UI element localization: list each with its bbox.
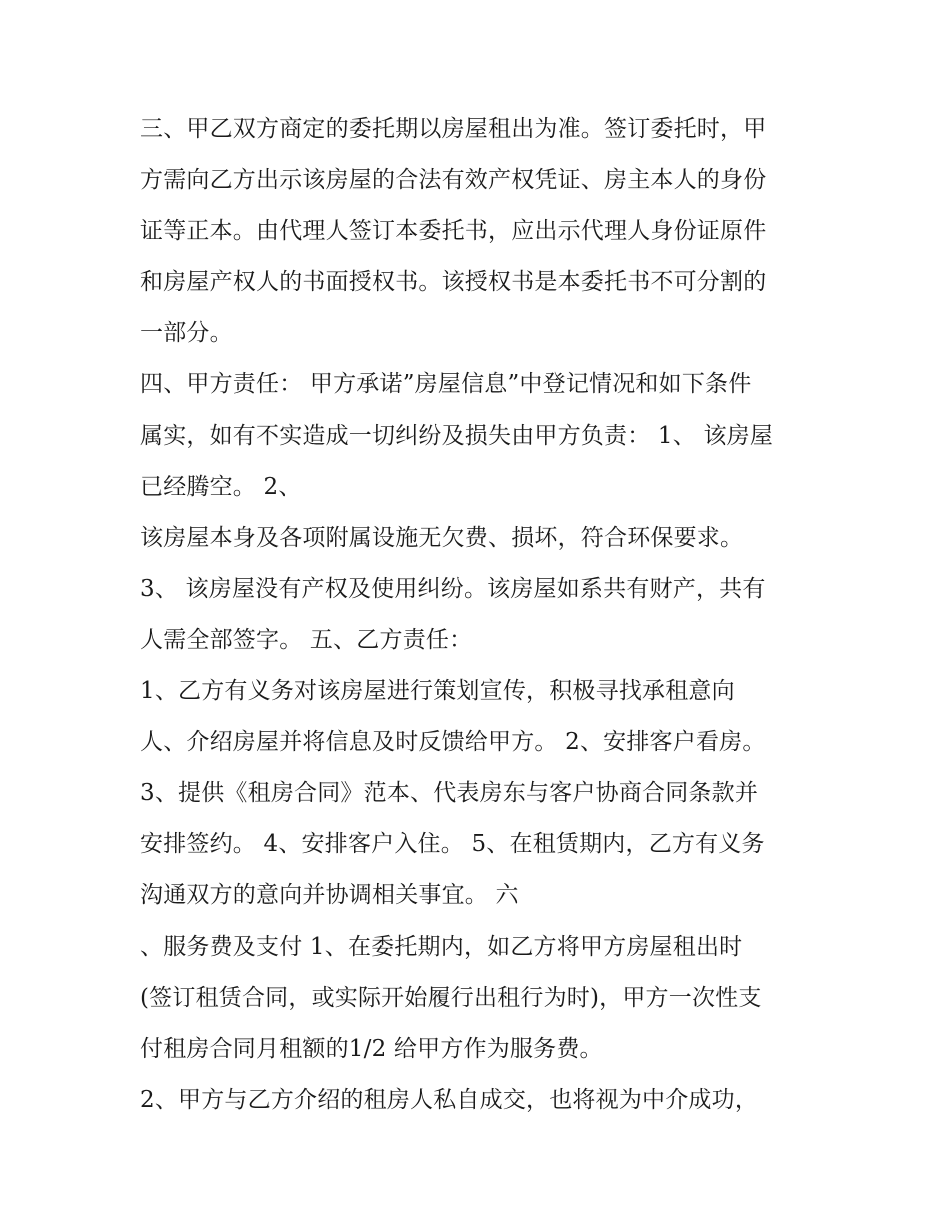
text-line: 和房屋产权人的书面授权书。该授权书是本委托书不可分割的: [140, 269, 767, 296]
text-line: 三、甲乙双方商定的委托期以房屋租出为准。签订委托时，甲: [140, 116, 767, 142]
text-line: 安排签约。 4、安排客户入住。 5、在租赁期内，乙方有义务: [140, 831, 765, 858]
text-line: 3、提供《租房合同》范本、代表房东与客户协商合同条款并: [140, 780, 759, 807]
text-line: 方需向乙方出示该房屋的合法有效产权凭证、房主本人的身份: [140, 167, 767, 194]
text-line: 证等正本。由代理人签订本委托书，应出示代理人身份证原件: [140, 218, 767, 245]
text-line: 一部分。: [140, 320, 233, 347]
text-line: 付租房合同月租额的1/2 给甲方作为服务费。: [140, 1035, 603, 1062]
text-line: 属实，如有不实造成一切纠纷及损失由甲方负责： 1、 该房屋: [140, 422, 774, 449]
text-line: 四、甲方责任： 甲方承诺”房屋信息”中登记情况和如下条件: [140, 371, 752, 398]
text-line: 沟通双方的意向并协调相关事宜。 六: [140, 882, 519, 909]
text-line: 1、乙方有义务对该房屋进行策划宣传，积极寻找承租意向: [140, 678, 735, 705]
text-line: 该房屋本身及各项附属设施无欠费、损坏，符合环保要求。: [140, 524, 744, 551]
text-line: 、服务费及支付 1、在委托期内，如乙方将甲方房屋租出时: [140, 933, 743, 960]
text-line: 已经腾空。 2、: [140, 473, 302, 500]
text-line: 2、甲方与乙方介绍的租房人私自成交，也将视为中介成功，: [140, 1086, 759, 1113]
text-line: (签订租赁合同，或实际开始履行出租行为时)，甲方一次性支: [140, 984, 762, 1011]
document-body: [140, 104, 830, 1126]
text-line: 人需全部签字。 五、乙方责任：: [140, 626, 473, 653]
text-line: 人、介绍房屋并将信息及时反馈给甲方。 2、安排客户看房。: [140, 729, 766, 756]
text-line: 3、 该房屋没有产权及使用纠纷。该房屋如系共有财产，共有: [140, 575, 766, 602]
